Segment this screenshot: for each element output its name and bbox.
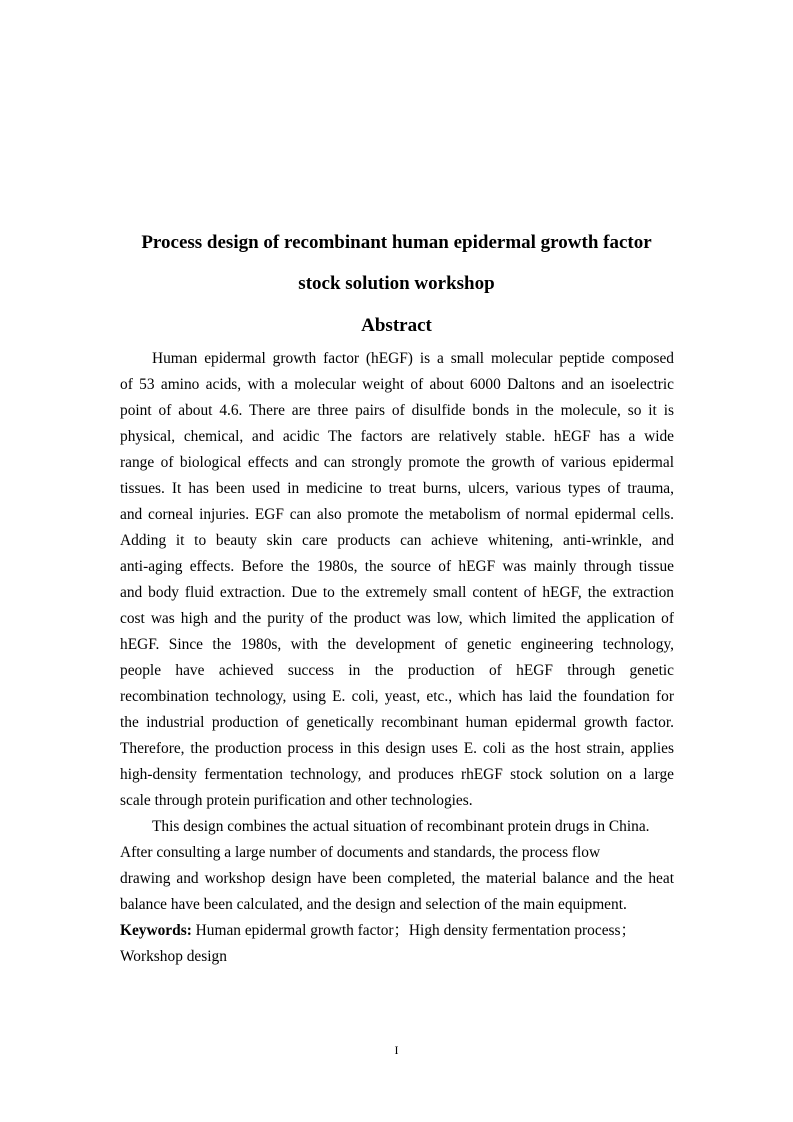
page-number: I <box>394 1043 399 1057</box>
paragraph-line: of 53 amino acids, with a molecular weight of about 6000 Daltons and an isoelectric <box>120 376 674 393</box>
paragraph-line: point of about 4.6. There are three pairs of disulfide bonds in the molecule, so it is <box>120 402 674 419</box>
paragraph-line: scale through protein purification and other technologies. <box>120 792 473 809</box>
keywords-text: Human epidermal growth factor；High density fermentation process； <box>191 922 636 939</box>
keywords-label: Keywords: <box>120 922 192 939</box>
paragraph-line: tissues. It has been used in medicine to treat burns, ulcers, various types of trauma, <box>120 480 674 497</box>
paragraph-line: and body fluid extraction. Due to the extremely small content of hEGF, the extraction <box>120 584 674 601</box>
paragraph-line: high-density fermentation technology, and produces rhEGF stock solution on a large <box>120 766 674 783</box>
abstract-paragraph-2 <box>120 814 674 918</box>
paragraph-line: This design combines the actual situation of recombinant protein drugs in China. <box>152 818 650 835</box>
paragraph-line: and corneal injuries. EGF can also promote the metabolism of normal epidermal cells. <box>120 506 674 523</box>
paragraph-line: range of biological effects and can strongly promote the growth of various epidermal <box>120 454 674 471</box>
paragraph-line: balance have been calculated, and the design and selection of the main equipment. <box>120 896 627 913</box>
keywords-block <box>120 918 680 970</box>
paragraph-line: Adding it to beauty skin care products can achieve whitening, anti-wrinkle, and <box>120 532 674 549</box>
paragraph-line: drawing and workshop design have been completed, the material balance and the heat <box>120 870 674 887</box>
keywords-line-1 <box>120 918 680 944</box>
paragraph-line: physical, chemical, and acidic The factors are relatively stable. hEGF has a wide <box>120 428 674 445</box>
paragraph-line: people have achieved success in the production of hEGF through genetic <box>120 662 674 679</box>
title-line-1: Process design of recombinant human epidermal growth factor <box>141 232 652 253</box>
paragraph-line: recombination technology, using E. coli, yeast, etc., which has laid the foundation for <box>120 688 674 705</box>
abstract-heading: Abstract <box>361 315 432 336</box>
paragraph-line: Human epidermal growth factor (hEGF) is a small molecular peptide composed <box>152 350 674 367</box>
paragraph-line: After consulting a large number of documents and standards, the process flow <box>120 844 601 861</box>
paragraph-line: cost was high and the purity of the product was low, which limited the application of <box>120 610 674 627</box>
paragraph-line: Therefore, the production process in this design uses E. coli as the host strain, applies <box>120 740 674 757</box>
title-line-2: stock solution workshop <box>298 273 495 294</box>
paragraph-line: anti-aging effects. Before the 1980s, the source of hEGF was mainly through tissue <box>120 558 674 575</box>
abstract-paragraph-1 <box>120 346 674 814</box>
paragraph-line: the industrial production of genetically recombinant human epidermal growth factor. <box>120 714 674 731</box>
keywords-line-2: Workshop design <box>120 948 227 965</box>
paragraph-line: hEGF. Since the 1980s, with the development of genetic engineering technology, <box>120 636 674 653</box>
